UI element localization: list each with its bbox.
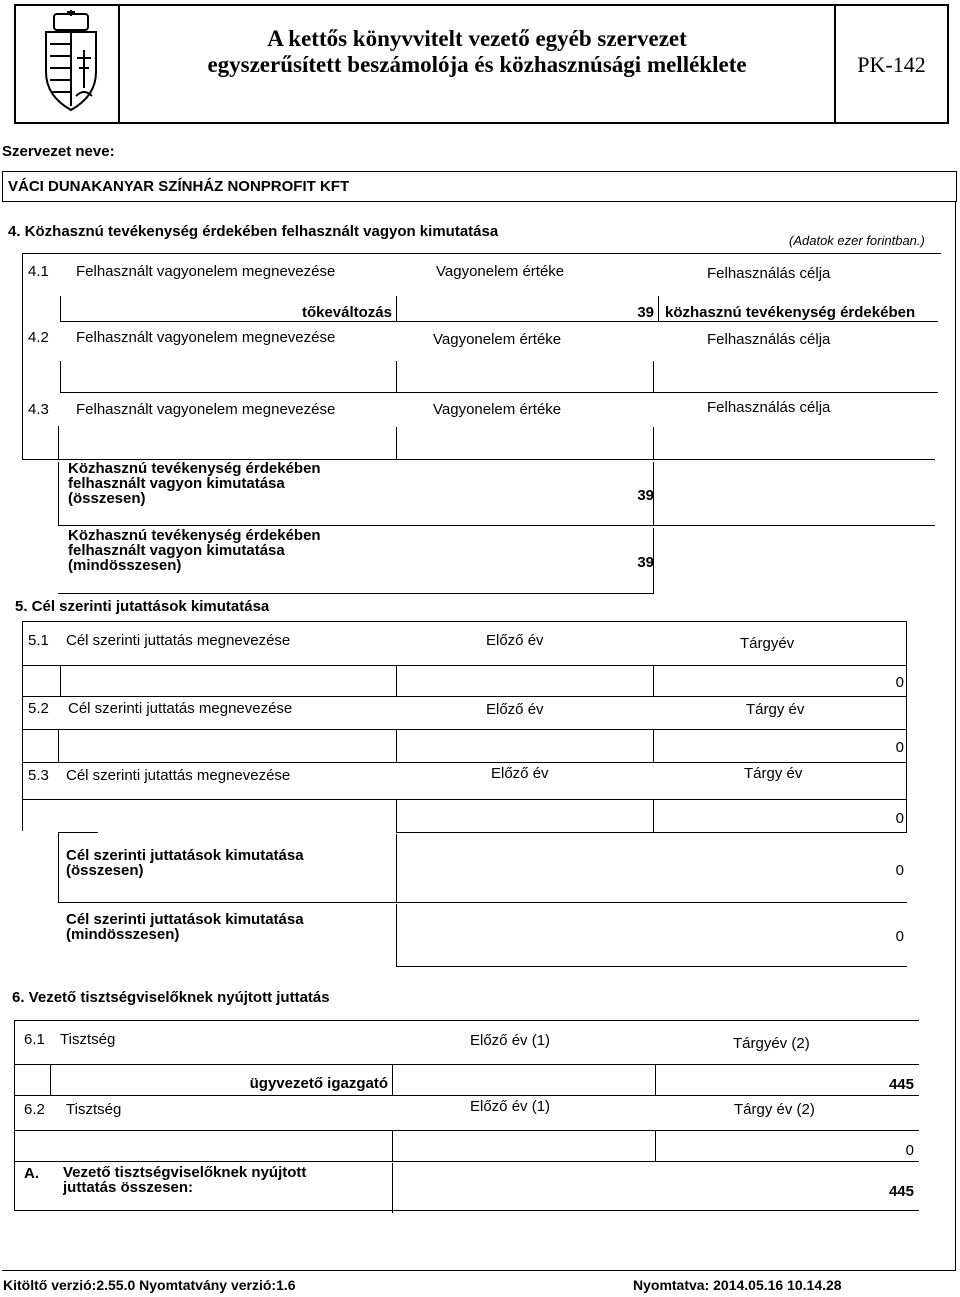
row-5-2-name-cell-border <box>58 729 59 762</box>
row-5-3-value[interactable]: 0 <box>895 810 904 827</box>
row-5-2-number: 5.2 <box>28 700 49 717</box>
row-5-2-prev-cell-border <box>396 729 397 762</box>
row-6-1-name-label: Tisztség <box>60 1031 116 1048</box>
row-5-1-prev-year-label: Előző év <box>486 632 544 649</box>
row-6-2-curr-year-label: Tárgy év (2) <box>734 1101 815 1118</box>
row-6-1-prev-year-label: Előző év (1) <box>470 1032 551 1049</box>
page-bottom-border <box>2 1270 956 1271</box>
section4-grand-total-label-line1: Közhasznú tevékenység érdekében <box>68 527 321 544</box>
row-6-2-curr-cell-border <box>655 1130 656 1162</box>
section5-total-label-line1: Cél szerinti juttatások kimutatása <box>66 847 304 864</box>
row-5-3-curr-year-label: Tárgy év <box>744 765 803 782</box>
hungarian-coat-of-arms-icon <box>36 10 106 114</box>
section5-right-border <box>906 621 907 833</box>
row-4-1-purpose-cell-border <box>658 296 659 322</box>
section5-grand-total-label-line1: Cél szerinti juttatások kimutatása <box>66 911 304 928</box>
row-5-3-cells-top <box>22 799 907 800</box>
row-6-2-bottom-line <box>14 1161 919 1162</box>
row-6-1-name-field[interactable]: ügyvezető igazgató <box>249 1075 388 1092</box>
row-5-1-curr-cell-border <box>653 665 654 697</box>
org-box-right <box>956 171 957 202</box>
form-title-line1: A kettős könyvvitelt vezető egyéb szervezet <box>267 26 687 51</box>
row-5-1-number: 5.1 <box>28 632 49 649</box>
section6-total-value-border <box>392 1163 393 1213</box>
row-5-1-bottom-line <box>22 696 907 697</box>
row-6-2-prev-year-label: Előző év (1) <box>470 1098 551 1115</box>
section5-grand-total-label <box>66 912 304 942</box>
header-right-border <box>947 4 949 124</box>
org-name-field[interactable]: VÁCI DUNAKANYAR SZÍNHÁZ NONPROFIT KFT <box>8 178 350 195</box>
row-5-1-value[interactable]: 0 <box>895 674 904 691</box>
section4-left-border-2 <box>22 360 23 460</box>
header-top-border <box>14 4 949 6</box>
row-5-2-prev-year-label: Előző év <box>486 701 544 718</box>
row-5-1-name-label: Cél szerinti juttatás megnevezése <box>66 632 291 649</box>
row-6-2-cells-top <box>14 1130 919 1131</box>
row-5-2-value[interactable]: 0 <box>895 739 904 756</box>
section4-subtotal-border <box>58 426 59 460</box>
org-name-label: Szervezet neve: <box>2 143 115 160</box>
row-6-2-value[interactable]: 0 <box>905 1142 914 1159</box>
section4-grand-total-label-line3: (mindösszesen) <box>68 557 182 574</box>
row-4-1-number: 4.1 <box>28 263 49 280</box>
section5-grand-total-value[interactable]: 0 <box>895 928 904 945</box>
row-4-3-name-label: Felhasznált vagyonelem megnevezése <box>76 401 336 418</box>
row-4-2-value-label: Vagyonelem értéke <box>433 331 562 348</box>
row-4-2-name-label: Felhasznált vagyonelem megnevezése <box>76 329 336 346</box>
section4-grand-total-value[interactable]: 39 <box>637 554 654 571</box>
row-4-1-value-field[interactable]: 39 <box>637 304 654 321</box>
section5-total-bottom-line <box>58 902 907 903</box>
section5-total-left-border <box>58 832 59 902</box>
row-5-1-curr-year-label: Tárgyév <box>740 635 795 652</box>
row-4-3-value-label: Vagyonelem értéke <box>433 401 562 418</box>
section6-left-border <box>14 1020 15 1211</box>
row-5-3-bottom-line-right <box>396 832 907 833</box>
row-6-1-prev-cell-border <box>392 1064 393 1096</box>
org-box-top <box>2 171 957 172</box>
section4-table-top <box>22 253 941 254</box>
row-6-1-cells-top <box>14 1064 919 1065</box>
section5-grand-total-value-border <box>396 904 397 966</box>
section6-total-value[interactable]: 445 <box>888 1183 914 1200</box>
org-box-left <box>2 171 3 202</box>
row-6-1-bottom-line <box>14 1095 919 1096</box>
section4-grand-total-label <box>68 528 321 573</box>
row-4-3-purpose-label: Felhasználás célja <box>707 399 831 416</box>
footer-version: Kitöltő verzió:2.55.0 Nyomtatvány verzió:1.6 <box>3 1277 296 1293</box>
header-left-border <box>14 4 16 124</box>
form-title-line2: egyszerűsített beszámolója és közhasznúsági melléklete <box>207 52 747 77</box>
section5-total-value[interactable]: 0 <box>895 862 904 879</box>
row-5-2-name-label: Cél szerinti juttatás megnevezése <box>68 700 293 717</box>
row-6-1-curr-cell-border <box>655 1064 656 1096</box>
row-4-1-value-label: Vagyonelem értéke <box>436 263 565 280</box>
section5-total-label <box>66 848 304 878</box>
row-4-3-value-cell-border <box>396 427 397 460</box>
section6-title: 6. Vezető tisztségviselőknek nyújtott juttatás <box>12 989 330 1006</box>
row-4-1-value-cell-border <box>396 296 397 322</box>
section4-total-bottom-line <box>58 525 935 526</box>
row-4-2-number: 4.2 <box>28 329 49 346</box>
row-4-2-purpose-label: Felhasználás célja <box>707 331 831 348</box>
section6-total-label-line1: Vezető tisztségviselőknek nyújtott <box>63 1164 307 1181</box>
row-5-2-curr-year-label: Tárgy év <box>746 701 805 718</box>
row-5-2-curr-cell-border <box>653 729 654 762</box>
section5-table-top <box>22 621 907 622</box>
row-4-2-name-cell-border <box>60 361 61 393</box>
section5-total-value-border <box>396 834 397 902</box>
row-5-1-name-cell-border <box>60 665 61 697</box>
section6-total-bottom-line <box>14 1210 919 1211</box>
form-code: PK-142 <box>857 52 926 77</box>
row-5-1-prev-cell-border <box>396 665 397 697</box>
row-4-1-bottom-line <box>60 321 938 322</box>
row-6-2-prev-cell-border <box>392 1130 393 1162</box>
section4-total-label-line1: Közhasznú tevékenység érdekében <box>68 460 321 477</box>
section4-grand-total-bottom-line <box>58 593 654 594</box>
row-6-2-number: 6.2 <box>24 1101 45 1118</box>
section6-total-number: A. <box>24 1165 39 1182</box>
row-5-3-prev-year-label: Előző év <box>491 765 549 782</box>
org-box-bottom <box>2 201 957 202</box>
page-right-border <box>955 201 956 1270</box>
row-4-3-purpose-cell-border <box>653 427 654 460</box>
row-4-2-bottom-line <box>60 392 938 393</box>
row-4-1-purpose-field[interactable]: közhasznú tevékenység érdekében <box>665 304 916 321</box>
section5-total-label-line2: (összesen) <box>66 862 144 879</box>
section4-grand-total-label-line2: felhasznált vagyon kimutatása <box>68 542 285 559</box>
row-4-1-name-label: Felhasznált vagyonelem megnevezése <box>76 263 336 280</box>
row-4-3-number: 4.3 <box>28 401 49 418</box>
row-5-3-number: 5.3 <box>28 767 49 784</box>
row-5-2-bottom-line <box>22 762 907 763</box>
row-5-2-cells-top <box>22 729 907 730</box>
section5-grand-total-bottom-line <box>396 966 907 967</box>
section4-total-left-border <box>58 462 59 526</box>
unit-note: (Adatok ezer forintban.) <box>789 233 925 248</box>
section4-total-label-line3: (összesen) <box>68 490 146 507</box>
section5-title: 5. Cél szerinti jutattások kimutatása <box>15 598 270 615</box>
row-6-1-curr-year-label: Tárgyév (2) <box>733 1035 810 1052</box>
footer-print-date: Nyomtatva: 2014.05.16 10.14.28 <box>633 1277 842 1293</box>
row-5-1-cells-top <box>22 665 907 666</box>
row-6-1-number: 6.1 <box>24 1031 45 1048</box>
row-5-3-name-label: Cél szerinti jutattás megnevezése <box>66 767 291 784</box>
row-4-2-purpose-cell-border <box>653 361 654 393</box>
section4-total-label-line2: felhasznált vagyon kimutatása <box>68 475 285 492</box>
row-5-3-prev-cell-border <box>396 799 397 833</box>
section4-total-value[interactable]: 39 <box>637 487 654 504</box>
section4-total-label <box>68 461 321 506</box>
row-4-1-purpose-label: Felhasználás célja <box>707 265 831 282</box>
row-6-1-name-cell-border <box>50 1064 51 1096</box>
row-6-2-name-label: Tisztség <box>66 1101 122 1118</box>
row-4-2-value-cell-border <box>396 361 397 393</box>
section5-grand-total-label-line2: (mindösszesen) <box>66 926 180 943</box>
row-5-3-curr-cell-border <box>653 799 654 833</box>
section6-total-label-line2: juttatás összesen: <box>63 1179 194 1196</box>
section6-total-label <box>63 1165 306 1195</box>
header-bottom-border <box>14 122 949 124</box>
row-6-1-value[interactable]: 445 <box>888 1076 914 1093</box>
section4-title: 4. Közhasznú tevékenység érdekében felhasznált vagyon kimutatása <box>8 223 499 240</box>
row-4-1-name-field[interactable]: tőkeváltozás <box>301 304 392 321</box>
section6-table-top <box>14 1020 919 1021</box>
row-5-3-bottom-line-left <box>58 832 98 833</box>
